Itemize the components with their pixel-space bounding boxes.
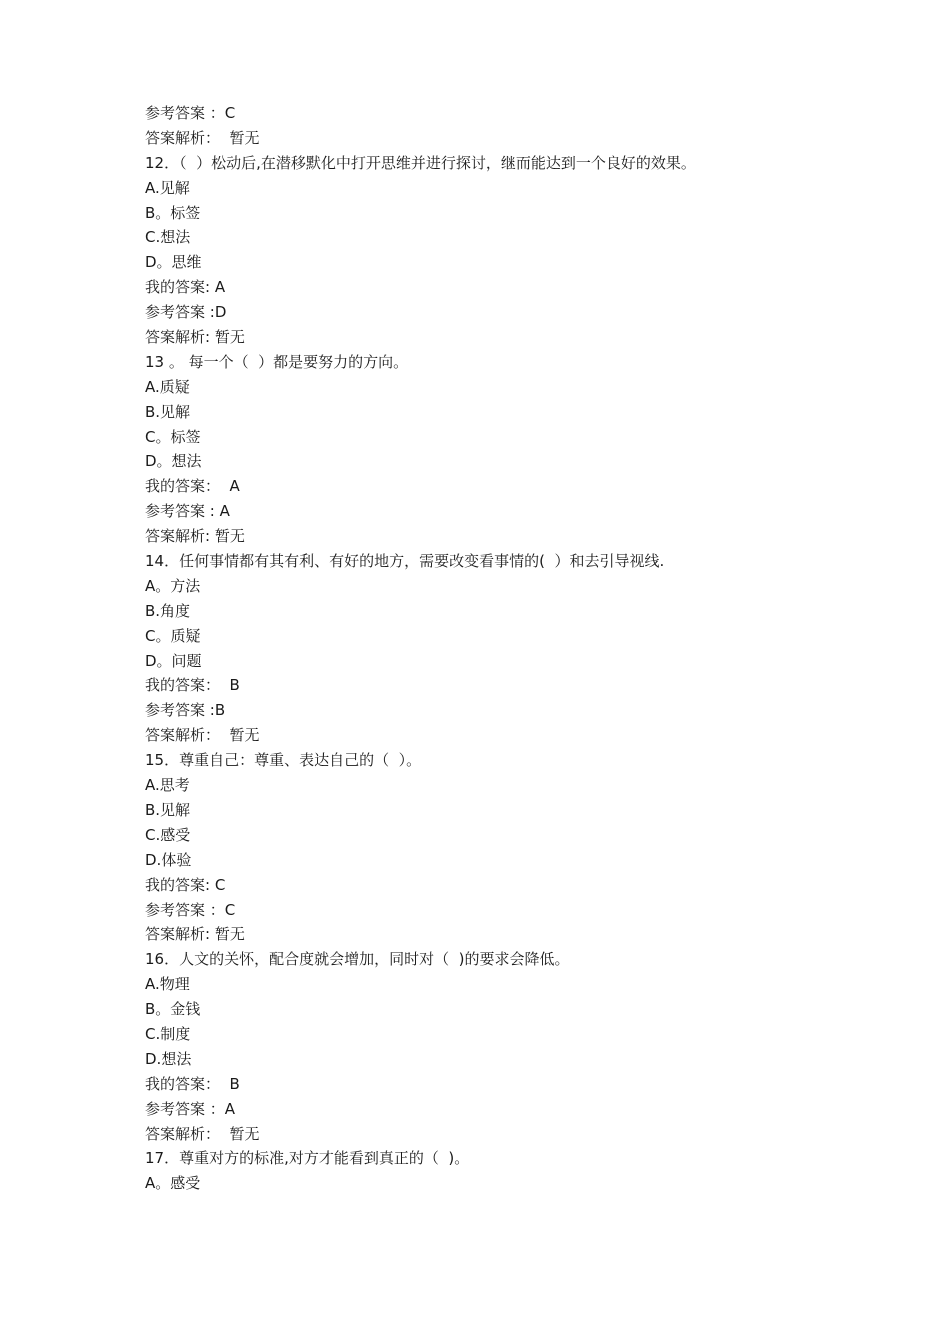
option-b: B.角度 <box>145 601 191 620</box>
option-c: C。标签 <box>145 427 201 446</box>
answer-reference: 参考答案 :B <box>145 701 226 720</box>
option-d: D。思维 <box>145 253 202 272</box>
answer-analysis: 答案解析： 暂无 <box>145 1124 260 1143</box>
my-answer: 我的答案: C <box>145 875 226 894</box>
answer-reference: 参考答案 ：C <box>145 104 236 122</box>
option-a: A。方法 <box>145 576 201 595</box>
option-b: B。金钱 <box>145 1000 201 1019</box>
answer-reference: 参考答案 : A <box>145 502 230 521</box>
answer-analysis: 答案解析: 暂无 <box>145 925 245 944</box>
option-a: A.质疑 <box>145 377 190 396</box>
option-b: B.见解 <box>145 402 191 421</box>
question-12: 12．（ ）松动后,在潜移默化中打开思维并进行探讨，继而能达到一个良好的效果。 <box>145 153 696 172</box>
option-d: D.想法 <box>145 1049 192 1068</box>
question-13: 13 。 每一个（ ）都是要努力的方向。 <box>145 352 409 371</box>
answer-analysis: 答案解析: 暂无 <box>145 328 245 347</box>
option-c: C.感受 <box>145 825 191 844</box>
option-b: B.见解 <box>145 800 191 819</box>
option-c: C。质疑 <box>145 626 201 645</box>
option-c: C.想法 <box>145 228 191 247</box>
answer-analysis: 答案解析： 暂无 <box>145 128 260 147</box>
my-answer: 我的答案： B <box>145 676 240 695</box>
option-d: D。想法 <box>145 452 202 471</box>
option-b: B。标签 <box>145 203 201 222</box>
question-15: 15．尊重自己：尊重、表达自己的（ ）。 <box>145 751 422 770</box>
answer-analysis: 答案解析: 暂无 <box>145 527 245 546</box>
my-answer: 我的答案： A <box>145 477 240 496</box>
my-answer: 我的答案: A <box>145 278 226 297</box>
answer-analysis: 答案解析： 暂无 <box>145 726 260 745</box>
question-14: 14．任何事情都有其有利、有好的地方，需要改变看事情的( ）和去引导视线. <box>145 552 665 571</box>
option-d: D.体验 <box>145 850 192 869</box>
option-d: D。问题 <box>145 651 202 670</box>
question-16: 16．人文的关怀，配合度就会增加，同时对（ )的要求会降低。 <box>145 950 570 969</box>
option-a: A.思考 <box>145 776 190 795</box>
answer-reference: 参考答案 ：C <box>145 900 236 919</box>
answer-reference: 参考答案 :D <box>145 303 227 322</box>
question-17: 17．尊重对方的标准,对方才能看到真正的（ )。 <box>145 1149 470 1168</box>
answer-reference: 参考答案 ：A <box>145 1099 236 1118</box>
option-a: A.见解 <box>145 178 190 197</box>
option-a: A。感受 <box>145 1174 201 1193</box>
option-a: A.物理 <box>145 975 190 994</box>
option-c: C.制度 <box>145 1024 191 1043</box>
document-body <box>145 101 865 1196</box>
my-answer: 我的答案： B <box>145 1074 240 1093</box>
